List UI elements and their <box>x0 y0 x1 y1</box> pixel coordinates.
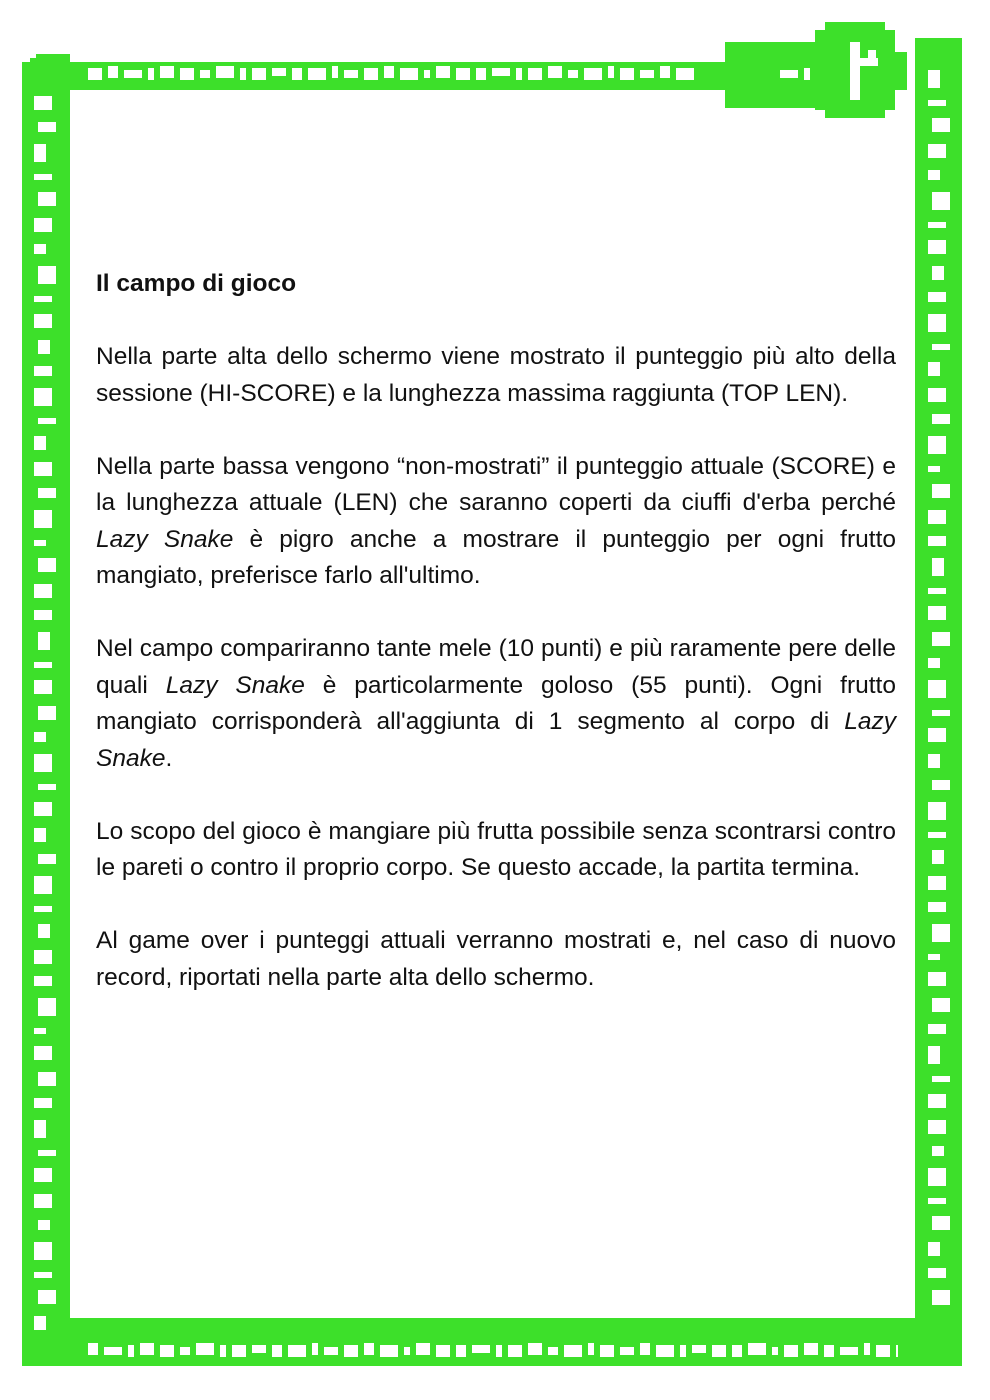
border-corner <box>30 58 40 68</box>
italic-text: Lazy Snake <box>165 671 305 699</box>
text-segment: è pigro anche a mostrare il punteggio per ogni frutto mangiato, preferisce farlo all'ultimo. <box>96 525 897 589</box>
paragraph-game-over <box>96 923 896 996</box>
italic-text: Lazy Snake <box>96 708 896 772</box>
text-segment: Al game over i punteggi attuali verranno mostrati e, nel caso di nuovo record, riportati nella parte alta dello schermo. <box>96 927 896 991</box>
snake-head-icon <box>725 22 907 118</box>
document-title: Il campo di gioco <box>96 270 297 297</box>
paragraph-hiscore <box>96 339 896 412</box>
text-segment: Nella parte alta dello schermo viene mostrato il punteggio più alto della sessione (HI-SCORE) e la lunghezza massima raggiunta (TOP LEN). <box>96 343 896 407</box>
italic-text: Lazy Snake <box>96 525 234 553</box>
text-segment: Nel campo compariranno tante mele (10 punti) e più raramente pere delle quali <box>96 635 896 699</box>
paragraph-fruits <box>96 631 896 777</box>
paragraph-list <box>96 339 896 996</box>
text-segment: Lo scopo del gioco è mangiare più frutta possibile senza scontrarsi contro le pareti o contro il proprio corpo. Se questo accade, la partita termina. <box>96 817 896 881</box>
paragraph-goal <box>96 814 896 887</box>
border-corner <box>36 54 70 64</box>
border-right <box>915 38 962 1366</box>
text-segment: . <box>165 744 173 772</box>
border-bottom <box>22 1318 962 1366</box>
border-top <box>22 62 842 90</box>
text-segment: Nella parte bassa vengono “non-mostrati” il punteggio attuale (SCORE) e la lunghezza attuale (LEN) che saranno coperti da ciuffi d'erba perché <box>96 452 896 516</box>
text-segment: è particolarmente goloso (55 punti). Ogni frutto mangiato corrisponderà all'aggiunta di 1 segmento al corpo di <box>96 671 896 735</box>
paragraph-score <box>96 449 896 595</box>
document-body <box>96 266 896 1033</box>
